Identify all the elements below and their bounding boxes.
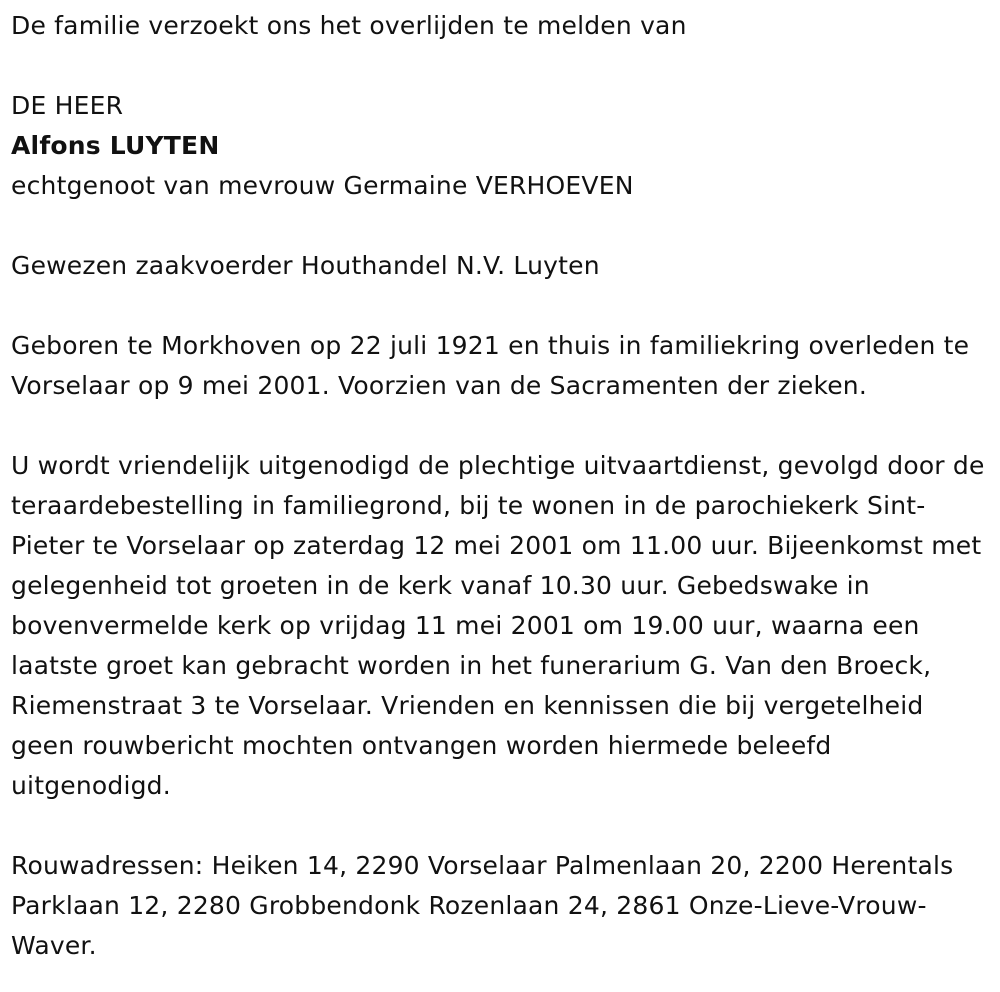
spacer	[11, 46, 993, 86]
honorific: DE HEER	[11, 91, 124, 120]
spacer	[11, 806, 993, 846]
mourning-addresses: Rouwadressen: Heiken 14, 2290 Vorselaar Palmenlaan 20, 2200 Herentals Parklaan 12, 2280 Grobbendonk Rozenlaan 24, 2861 Onze-Lieve-Vrouw-Waver.	[11, 851, 954, 960]
funeral-service-paragraph: U wordt vriendelijk uitgenodigd de plechtige uitvaartdienst, gevolgd door de teraardebestelling in familiegrond, bij te wonen in de parochiekerk Sint-Pieter te Vorselaar op zaterdag 12 mei 2001 om 11.00 uur. Bijeenkomst met gelegenheid tot groeten in de kerk vanaf 10.30 uur. Gebedswake in bovenvermelde kerk op vrijdag 11 mei 2001 om 19.00 uur, waarna een laatste groet kan gebracht worden in het funerarium G. Van den Broeck, Riemenstraat 3 te Vorselaar. Vrienden en kennissen die bij vergetelheid geen rouwbericht mochten ontvangen worden hiermede beleefd uitgenodigd.	[11, 451, 985, 800]
spouse-line: echtgenoot van mevrouw Germaine VERHOEVEN	[11, 171, 634, 200]
death-notice	[11, 6, 993, 966]
spacer	[11, 406, 993, 446]
birth-death-paragraph: Geboren te Morkhoven op 22 juli 1921 en thuis in familiekring overleden te Vorselaar op 9 mei 2001. Voorzien van de Sacramenten der zieken.	[11, 331, 970, 400]
spacer	[11, 206, 993, 246]
spacer	[11, 286, 993, 326]
occupation-line: Gewezen zaakvoerder Houthandel N.V. Luyten	[11, 251, 600, 280]
deceased-name: Alfons LUYTEN	[11, 131, 220, 160]
intro-text: De familie verzoekt ons het overlijden te melden van	[11, 11, 687, 40]
